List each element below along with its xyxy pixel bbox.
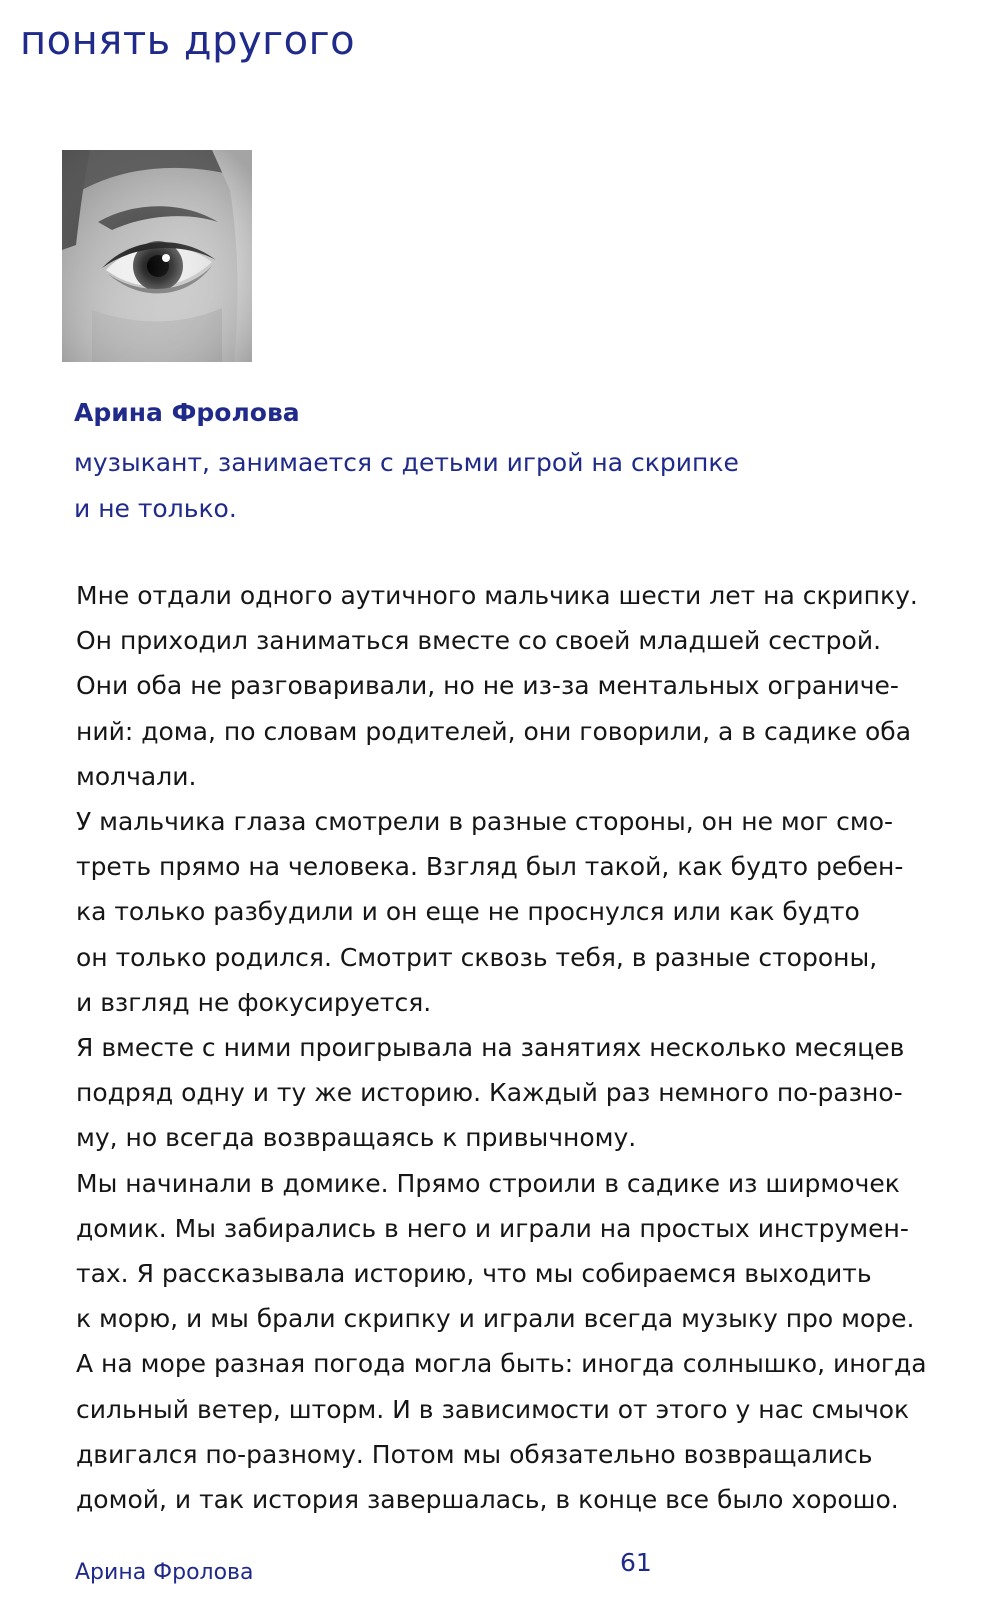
- body-line: к морю, и мы брали скрипку и играли всегда музыку про море.: [76, 1304, 915, 1334]
- body-line: молчали.: [76, 761, 197, 791]
- page-number: 61: [620, 1548, 652, 1577]
- article-body: [76, 573, 927, 1522]
- body-line: домик. Мы забирались в него и играли на простых инструмен-: [76, 1213, 909, 1243]
- body-line: А на море разная погода могла быть: иногда солнышко, иногда: [76, 1349, 927, 1379]
- body-line: сильный ветер, шторм. И в зависимости от этого у нас смычок: [76, 1394, 910, 1424]
- body-line: подряд одну и ту же историю. Каждый раз немного по-разно-: [76, 1078, 903, 1108]
- body-line: му, но всегда возвращаясь к привычному.: [76, 1123, 637, 1153]
- body-line: треть прямо на человека. Взгляд был такой, как будто ребен-: [76, 852, 904, 882]
- body-line: ка только разбудили и он еще не проснулся или как будто: [76, 897, 860, 927]
- body-line: двигался по-разному. Потом мы обязательно возвращались: [76, 1439, 873, 1469]
- footer-author: Арина Фролова: [75, 1560, 254, 1585]
- author-description-line: музыкант, занимается с детьми игрой на скрипке: [74, 448, 739, 477]
- author-description: [74, 440, 739, 532]
- body-line: домой, и так история завершалась, в конце все было хорошо.: [76, 1485, 899, 1515]
- body-line: Он приходил заниматься вместе со своей младшей сестрой.: [76, 626, 882, 656]
- body-line: и взгляд не фокусируется.: [76, 987, 432, 1017]
- body-line: Мне отдали одного аутичного мальчика шести лет на скрипку.: [76, 581, 918, 610]
- section-title: понять другого: [20, 18, 356, 64]
- body-line: ний: дома, по словам родителей, они говорили, а в садике оба: [76, 716, 912, 746]
- author-portrait: [62, 150, 252, 362]
- author-name: Арина Фролова: [74, 398, 300, 427]
- body-line: Мы начинали в домике. Прямо строили в садике из ширмочек: [76, 1168, 900, 1198]
- body-line: он только родился. Смотрит сквозь тебя, в разные стороны,: [76, 942, 878, 972]
- body-line: Я вместе с ними проигрывала на занятиях несколько месяцев: [76, 1033, 905, 1063]
- author-description-line: и не только.: [74, 494, 237, 523]
- body-line: У мальчика глаза смотрели в разные стороны, он не мог смо-: [76, 807, 894, 837]
- portrait-eye-photo: [62, 150, 252, 362]
- body-line: тах. Я рассказывала историю, что мы собираемся выходить: [76, 1259, 872, 1289]
- body-line: Они оба не разговаривали, но не из-за ментальных ограниче-: [76, 671, 899, 701]
